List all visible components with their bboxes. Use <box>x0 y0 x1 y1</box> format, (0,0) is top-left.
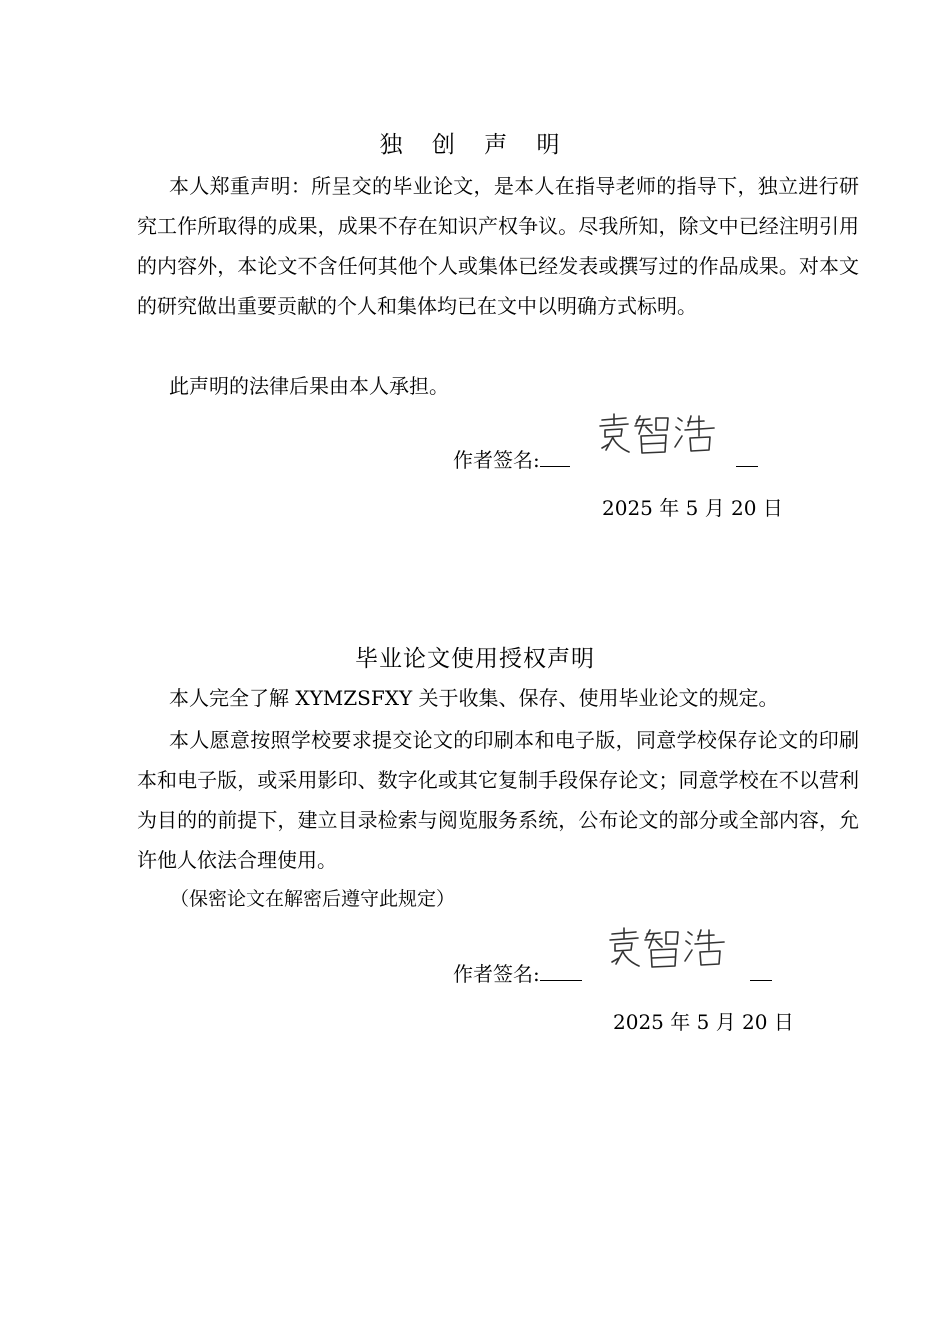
signature-label: 作者签名: <box>453 448 540 472</box>
signature-underline-left <box>540 444 570 467</box>
declaration-date: 2025 年 5 月 20 日 <box>602 496 783 520</box>
declaration-title: 独 创 声 明 <box>379 132 571 158</box>
authorization-title: 毕业论文使用授权声明 <box>355 646 595 672</box>
handwritten-signature-1 <box>596 412 720 456</box>
signature-label: 作者签名: <box>453 962 540 986</box>
declaration-liability: 此声明的法律后果由本人承担。 <box>169 374 449 398</box>
authorization-date: 2025 年 5 月 20 日 <box>613 1010 794 1034</box>
authorization-note: （保密论文在解密后遵守此规定） <box>170 888 456 910</box>
handwritten-signature-2 <box>606 926 730 970</box>
authorization-p2: 本人愿意按照学校要求提交论文的印刷本和电子版，同意学校保存论文的印刷本和电子版，或采用影印、数字化或其它复制手段保存论文；同意学校在不以营利为目的的前提下，建立目录检索与阅览服务系统，公布论文的部分或全部内容，允许他人依法合理使用。 <box>137 728 859 872</box>
declaration-body: 本人郑重声明：所呈交的毕业论文，是本人在指导老师的指导下，独立进行研究工作所取得的成果，成果不存在知识产权争议。尽我所知，除文中已经注明引用的内容外，本论文不含任何其他个人或集体已经发表或撰写过的作品成果。对本文的研究做出重要贡献的个人和集体均已在文中以明确方式标明。 <box>137 174 859 318</box>
signature-underline-left <box>540 958 582 981</box>
authorization-p1: 本人完全了解 XYMZSFXY 关于收集、保存、使用毕业论文的规定。 <box>169 686 779 710</box>
signature-underline-right <box>750 958 772 981</box>
signature-underline-right <box>736 444 758 467</box>
